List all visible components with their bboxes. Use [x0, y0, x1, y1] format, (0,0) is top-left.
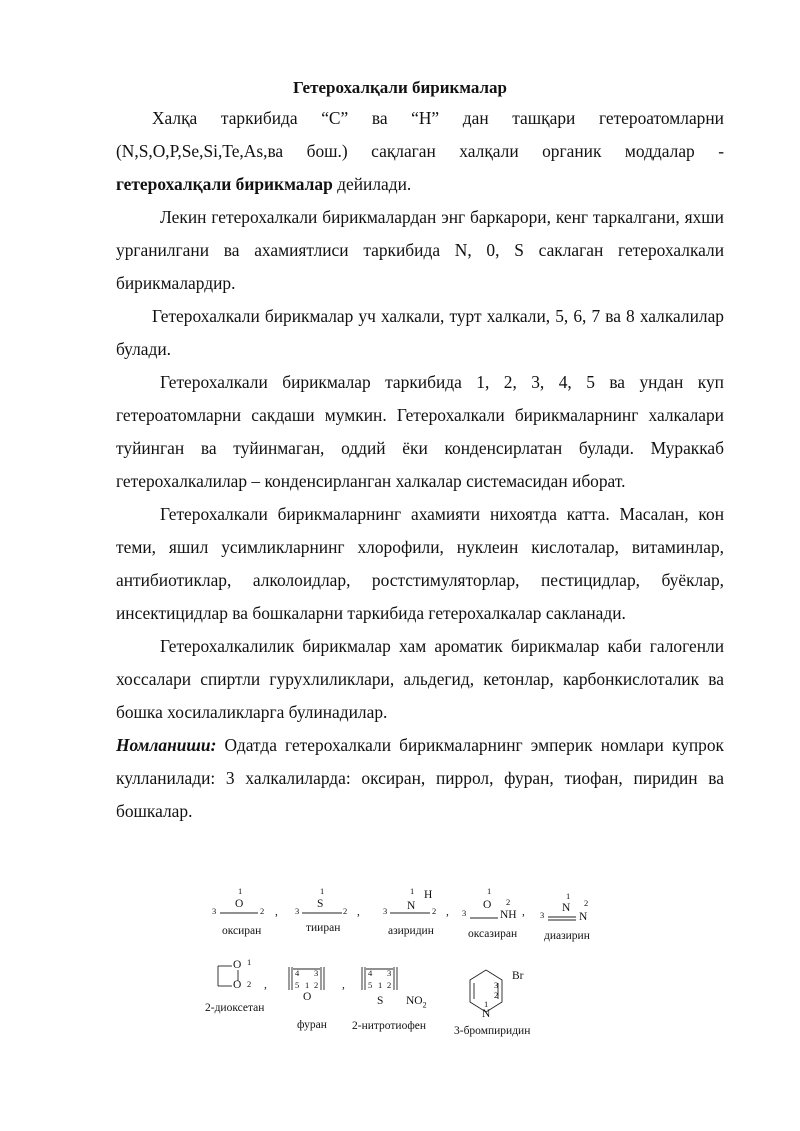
atom-o: O: [483, 899, 492, 911]
separator: ,: [264, 979, 267, 991]
locant: 1: [320, 886, 325, 896]
locant: 3: [295, 906, 300, 916]
atom-h: H: [424, 889, 433, 901]
atom-s: S: [317, 898, 324, 910]
paragraph-7-rest: Одатда гетерохалкали бирикмаларнинг эмперик номлари купрок кулланилади: 3 халкалиларда: оксиран, пиррол, фуран, тиофан, пиридин ва бошкалар.: [116, 735, 725, 821]
atom-no: NO: [406, 995, 423, 1007]
locant: 3: [494, 980, 499, 990]
locant: 1: [410, 886, 415, 896]
separator: ,: [275, 906, 278, 918]
separator: ,: [342, 979, 345, 991]
paragraph-1-start: Халқа таркибида “C” ва “H” дан ташқари гетероатомларни (N,S,O,P,Se,Si,Te,As,ва бош.) сақлаган халқали органик моддалар -: [116, 108, 724, 161]
locant: 2: [494, 990, 499, 1000]
locant: 3: [387, 968, 392, 978]
atom-s: S: [377, 995, 384, 1007]
atom-n: N: [579, 911, 588, 923]
term-bold: гетерохалқали бирикмалар: [116, 174, 333, 194]
locant: 2: [506, 897, 511, 907]
paragraph-3: Гетерохалкали бирикмалар уч халкали, турт халкали, 5, 6, 7 ва 8 халкалилар булади.: [116, 306, 724, 359]
locant: 1: [566, 891, 571, 901]
paragraph-6: Гетерохалкалилик бирикмалар хам ароматик бирикмалар каби галогенли хоссалари спиртли гурухлиликлари, альдегид, кетонлар, карбонкислоталик ва бошка хосилаликларга булинадилар.: [116, 636, 724, 722]
locant: 2: [247, 979, 252, 989]
atom-o: O: [233, 979, 242, 991]
atom-nh: NH: [500, 909, 517, 921]
separator: ,: [522, 906, 525, 918]
locant: 2: [343, 906, 348, 916]
separator: ,: [357, 906, 360, 918]
locant: 1: [487, 886, 492, 896]
label-oksaziran: оксазиран: [468, 928, 518, 940]
atom-o: O: [233, 959, 242, 971]
locant: 3: [314, 968, 319, 978]
label-brompiridin: 3-бромпиридин: [454, 1025, 531, 1037]
atom-o: O: [303, 991, 312, 1003]
locant: 3: [462, 908, 467, 918]
locant: 3: [212, 906, 217, 916]
atom-n: N: [562, 902, 571, 914]
label-tiiran: тииран: [306, 922, 341, 934]
paragraph-2: Лекин гетерохалкали бирикмалардан энг баркарори, кенг таркалгани, яхши урганилгани ва ахамиятлиси таркибида N, 0, S саклаган гетерохалкали бирикмалардир.: [116, 207, 724, 293]
atom-o: O: [235, 898, 244, 910]
atom-n: N: [407, 900, 416, 912]
locant: 4: [295, 968, 300, 978]
label-nitrotiofen: 2-нитротиофен: [352, 1020, 427, 1032]
paragraph-1-end: дейилади.: [337, 174, 412, 194]
locant: 1: [378, 980, 383, 990]
subscript: 2: [422, 1000, 427, 1010]
atom-n: N: [482, 1008, 491, 1020]
locant: 3: [540, 910, 545, 920]
label-aziridin: азиридин: [388, 925, 434, 937]
label-diazirin: диазирин: [544, 930, 590, 942]
locant: 1: [305, 980, 310, 990]
locant: 1: [484, 999, 489, 1009]
locant: 5: [295, 980, 300, 990]
label-oxiran: оксиран: [222, 925, 262, 937]
locant: 2: [584, 898, 589, 908]
locant: 2: [387, 980, 392, 990]
locant: 2: [314, 980, 319, 990]
paragraph-5: Гетерохалкали бирикмаларнинг ахамияти нихоятда катта. Масалан, кон теми, яшил усимликларнинг хлорофили, нуклеин кислоталар, витаминлар, антибиотиклар, алколоидлар, ростстимуляторлар, пестицидлар, буёклар, инсектицидлар ва бошкаларни таркибида гетерохалкалар сакланади.: [116, 504, 724, 623]
locant: 5: [368, 980, 373, 990]
nitro-group: [406, 995, 427, 1009]
locant: 2: [260, 906, 265, 916]
label-furan: фуран: [297, 1019, 327, 1031]
separator: ,: [446, 906, 449, 918]
label-dioksetan: 2-диоксетан: [205, 1002, 265, 1014]
locant: 4: [368, 968, 373, 978]
locant: 1: [247, 957, 252, 967]
page-title: Гетерохалқали бирикмалар: [293, 78, 507, 97]
atom-br: Br: [512, 970, 524, 982]
locant: 3: [383, 906, 388, 916]
locant: 2: [432, 906, 437, 916]
paragraph-4: Гетерохалкали бирикмалар таркибида 1, 2, 3, 4, 5 ва ундан куп гетероатомларни сакдаши мумкин. Гетерохалкали бирикмаларнинг халкалари туйинган ва туйинмаган, оддий ёки конденсирлатан булади. Мураккаб гетерохалкалилар – конденсирланган халкалар системасидан иборат.: [116, 372, 724, 491]
naming-heading: Номланиши:: [116, 735, 217, 755]
locant: 1: [238, 886, 243, 896]
